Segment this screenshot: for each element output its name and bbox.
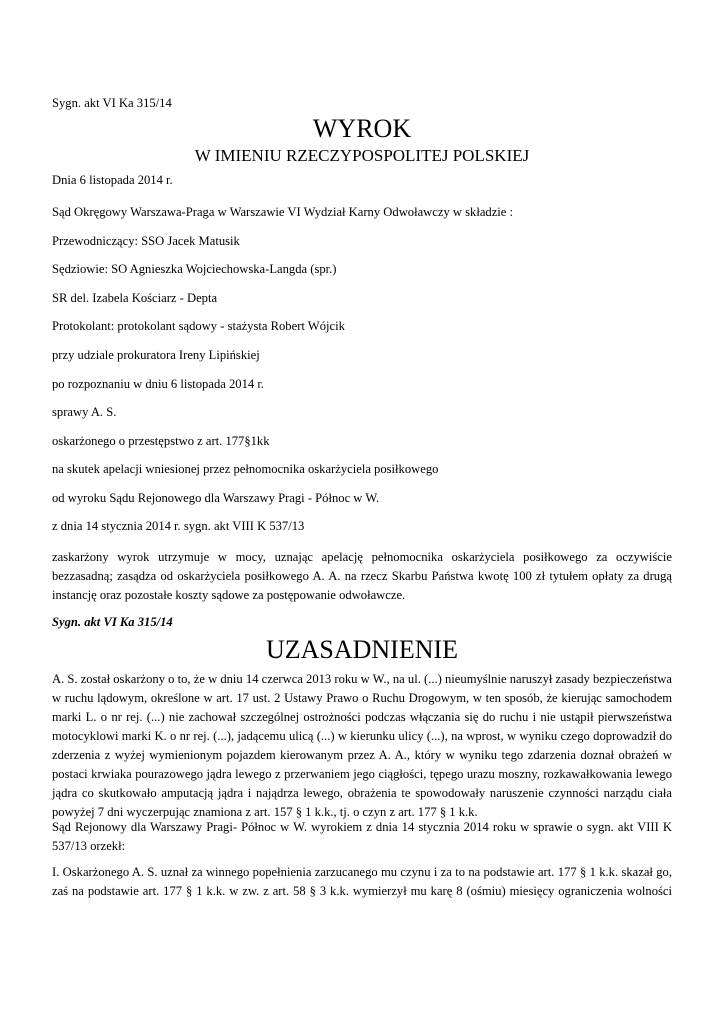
prosecutor-line: przy udziale prokuratora Ireny Lipińskiej <box>52 348 260 362</box>
justification-title: UZASADNIENIE <box>265 635 459 664</box>
justification-paragraph-1: A. S. został oskarżony o to, że w dniu 14 czerwca 2013 roku w W., na ul. (...) nieumyślnie naruszył zasady bezpieczeństwa w ruchu lądowym, określone w art. 17 ust. 2 Ustawy Prawo o Ruchu Drogowym, w ten sposób, że kierując samochodem marki L. o nr rej. (...) nie zachował szczególnej ostrożności podczas włączania się do ruchu i nie ustąpił pierwszeństwa motocyklowi marki K. o nr rej. (...), jadącemu ulicą (...) w kierunku ulicy (...), na wprost, w wyniku czego doprowadził do zderzenia z wyżej wymienionym pojazdem kierowanym przez A. A., który w wyniku tego zdarzenia doznał obrażeń w postaci krwiaka pourazowego jądra lewego z przerwaniem jego ciągłości, tępego urazu moszny, rozkawałkowania lewego jądra co skutkowało amputacją jądra i najądrza lewego, obrażenia te spowodowały naruszenie czynności narządu ciała powyżej 7 dni wyczerpując znamiona z art. 157 § 1 k.k., tj. o czyn z art. 177 § 1 k.k. <box>52 672 672 819</box>
date-line: Dnia 6 listopada 2014 r. <box>52 173 173 187</box>
verdict-paragraph: zaskarżony wyrok utrzymuje w mocy, uznając apelację pełnomocnika oskarżyciela posiłkowego za oczywiście bezzasadną; zasądza od oskarżyciela posiłkowego A. A. na rzecz Skarbu Państwa kwotę 100 zł tytułem opłaty za drugą instancję oraz pozostałe koszty sądowe za postępowanie odwoławcze. <box>52 550 672 602</box>
appeal-line: na skutek apelacji wniesionej przez pełnomocnika oskarżyciela posiłkowego <box>52 462 439 476</box>
clerk-line: Protokolant: protokolant sądowy - stażysta Robert Wójcik <box>52 319 345 333</box>
case-number: Sygn. akt VI Ka 315/14 <box>52 96 172 110</box>
judge-delegate-line: SR del. Izabela Kościarz - Depta <box>52 291 218 305</box>
presiding-judge-line: Przewodniczący: SSO Jacek Matusik <box>52 234 240 248</box>
case-party-line: sprawy A. S. <box>52 405 117 419</box>
lower-court-date-line: z dnia 14 stycznia 2014 r. sygn. akt VIII K 537/13 <box>52 519 305 533</box>
court-line: Sąd Okręgowy Warszawa-Praga w Warszawie VI Wydział Karny Odwoławczy w składzie : <box>52 205 514 219</box>
lower-court-line: od wyroku Sądu Rejonowego dla Warszawy Pragi - Północ w W. <box>52 491 380 505</box>
justification-paragraph-2: Sąd Rejonowy dla Warszawy Pragi- Północ w W. wyrokiem z dnia 14 stycznia 2014 roku w sprawie o sygn. akt VIII K 537/13 orzekł: <box>52 820 672 853</box>
charge-line: oskarżonego o przestępstwo z art. 177§1kk <box>52 434 270 448</box>
verdict-subtitle: W IMIENIU RZECZYPOSPOLITEJ POLSKIEJ <box>194 146 530 165</box>
hearing-date-line: po rozpoznaniu w dniu 6 listopada 2014 r. <box>52 377 264 391</box>
justification-case-number: Sygn. akt VI Ka 315/14 <box>52 615 173 629</box>
verdict-title: WYROK <box>312 114 412 143</box>
justification-paragraph-3: I. Oskarżonego A. S. uznał za winnego popełnienia zarzucanego mu czynu i za to na podstawie art. 177 § 1 k.k. skazał go, zaś na podstawie art. 177 § 1 k.k. w zw. z art. 58 § 3 k.k. wymierzył mu karę 8 (ośmiu) miesięcy ograniczenia wolności <box>52 865 672 898</box>
judges-line: Sędziowie: SO Agnieszka Wojciechowska-Langda (spr.) <box>52 262 337 276</box>
